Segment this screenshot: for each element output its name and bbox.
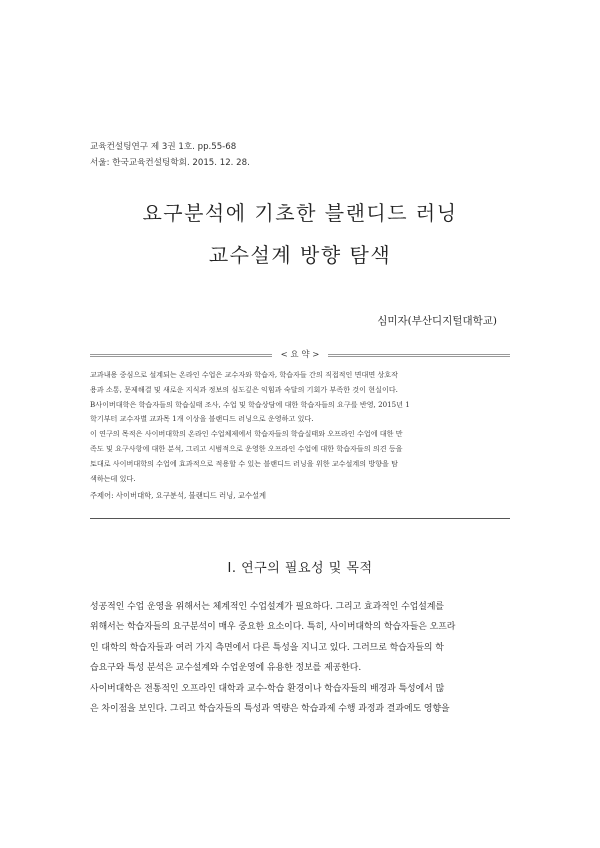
abstract-line: 색하는데 있다. <box>90 473 136 483</box>
keywords: 주제어: 사이버대학, 요구분석, 블랜디드 러닝, 교수설계 <box>90 491 267 500</box>
abstract-label: < 요 약 > <box>280 350 320 360</box>
body-text <box>90 597 510 719</box>
abstract-line: 용과 소통, 문제해결 및 새로운 지식과 정보의 심도깊은 익힘과 숙달의 기회가 부족한 것이 현실이다. <box>90 384 398 394</box>
body-line: 성공적인 수업 운영을 위해서는 체계적인 수업설계가 필요하다. 그리고 효과적인 수업설계를 <box>90 602 444 612</box>
body-line: 위해서는 학습자들의 요구분석이 매우 중요한 요소이다. 특히, 사이버대학의 학습자들은 오프라 <box>90 622 456 633</box>
section-heading: Ⅰ. 연구의 필요성 및 목적 <box>227 561 373 576</box>
abstract-bottom-rule <box>90 518 510 519</box>
paper-title-line-1: 요구분석에 기초한 블랜디드 러닝 <box>142 201 458 225</box>
abstract-line: 교과내용 중심으로 설계되는 온라인 수업은 교수자와 학습자, 학습자들 간의 직접적인 면대면 상호작 <box>90 370 399 379</box>
body-line: 습요구와 특성 분석은 교수설계와 수업운영에 유용한 정보를 제공한다. <box>90 663 362 674</box>
body-line: 인 대학의 학습자들과 여러 가지 측면에서 다른 특성을 지니고 있다. 그러므로 학습자들의 학 <box>90 642 444 653</box>
abstract-text <box>90 368 512 486</box>
abstract-line: 학기부터 교수자별 교과목 1개 이상을 블랜디드 러닝으로 운영하고 있다. <box>90 414 314 424</box>
abstract-line: 이 연구의 목적은 사이버대학의 온라인 수업체제에서 학습자들의 학습실태와 오프라인 수업에 대한 만 <box>90 429 403 439</box>
body-line: 은 차이점을 보인다. 그리고 학습자들의 특성과 역량은 학습과제 수행 과정과 결과에도 영향을 <box>90 703 450 714</box>
journal-citation: 교육컨설팅연구 제 3권 1호. pp.55-68 <box>90 142 237 152</box>
abstract-heading <box>90 347 510 363</box>
abstract-line: 족도 및 요구사항에 대한 분석, 그리고 시범적으로 운영한 오프라인 수업에 대한 학습자들의 의견 등을 <box>90 443 403 453</box>
abstract-line: B사이버대학은 학습자들의 학습실태 조사, 수업 및 학습상담에 대한 학습자들의 요구를 반영, 2015년 1 <box>90 399 410 409</box>
paper-title-line-2: 교수설계 방향 탐색 <box>208 243 392 267</box>
author-affiliation: 심미자(부산디지털대학교) <box>377 315 497 327</box>
body-line: 사이버대학은 전통적인 오프라인 대학과 교수-학습 환경이나 학습자들의 배경과 특성에서 많 <box>90 683 445 694</box>
abstract-line: 토대로 사이버대학의 수업에 효과적으로 적용할 수 있는 블랜디드 러닝을 위한 교수설계의 방향을 탐 <box>90 458 399 468</box>
abstract-rule-right <box>328 354 510 355</box>
publisher-line: 서울: 한국교육컨설팅학회. 2015. 12. 28. <box>90 158 250 168</box>
abstract-rule-left <box>90 354 272 355</box>
journal-header <box>90 139 250 171</box>
